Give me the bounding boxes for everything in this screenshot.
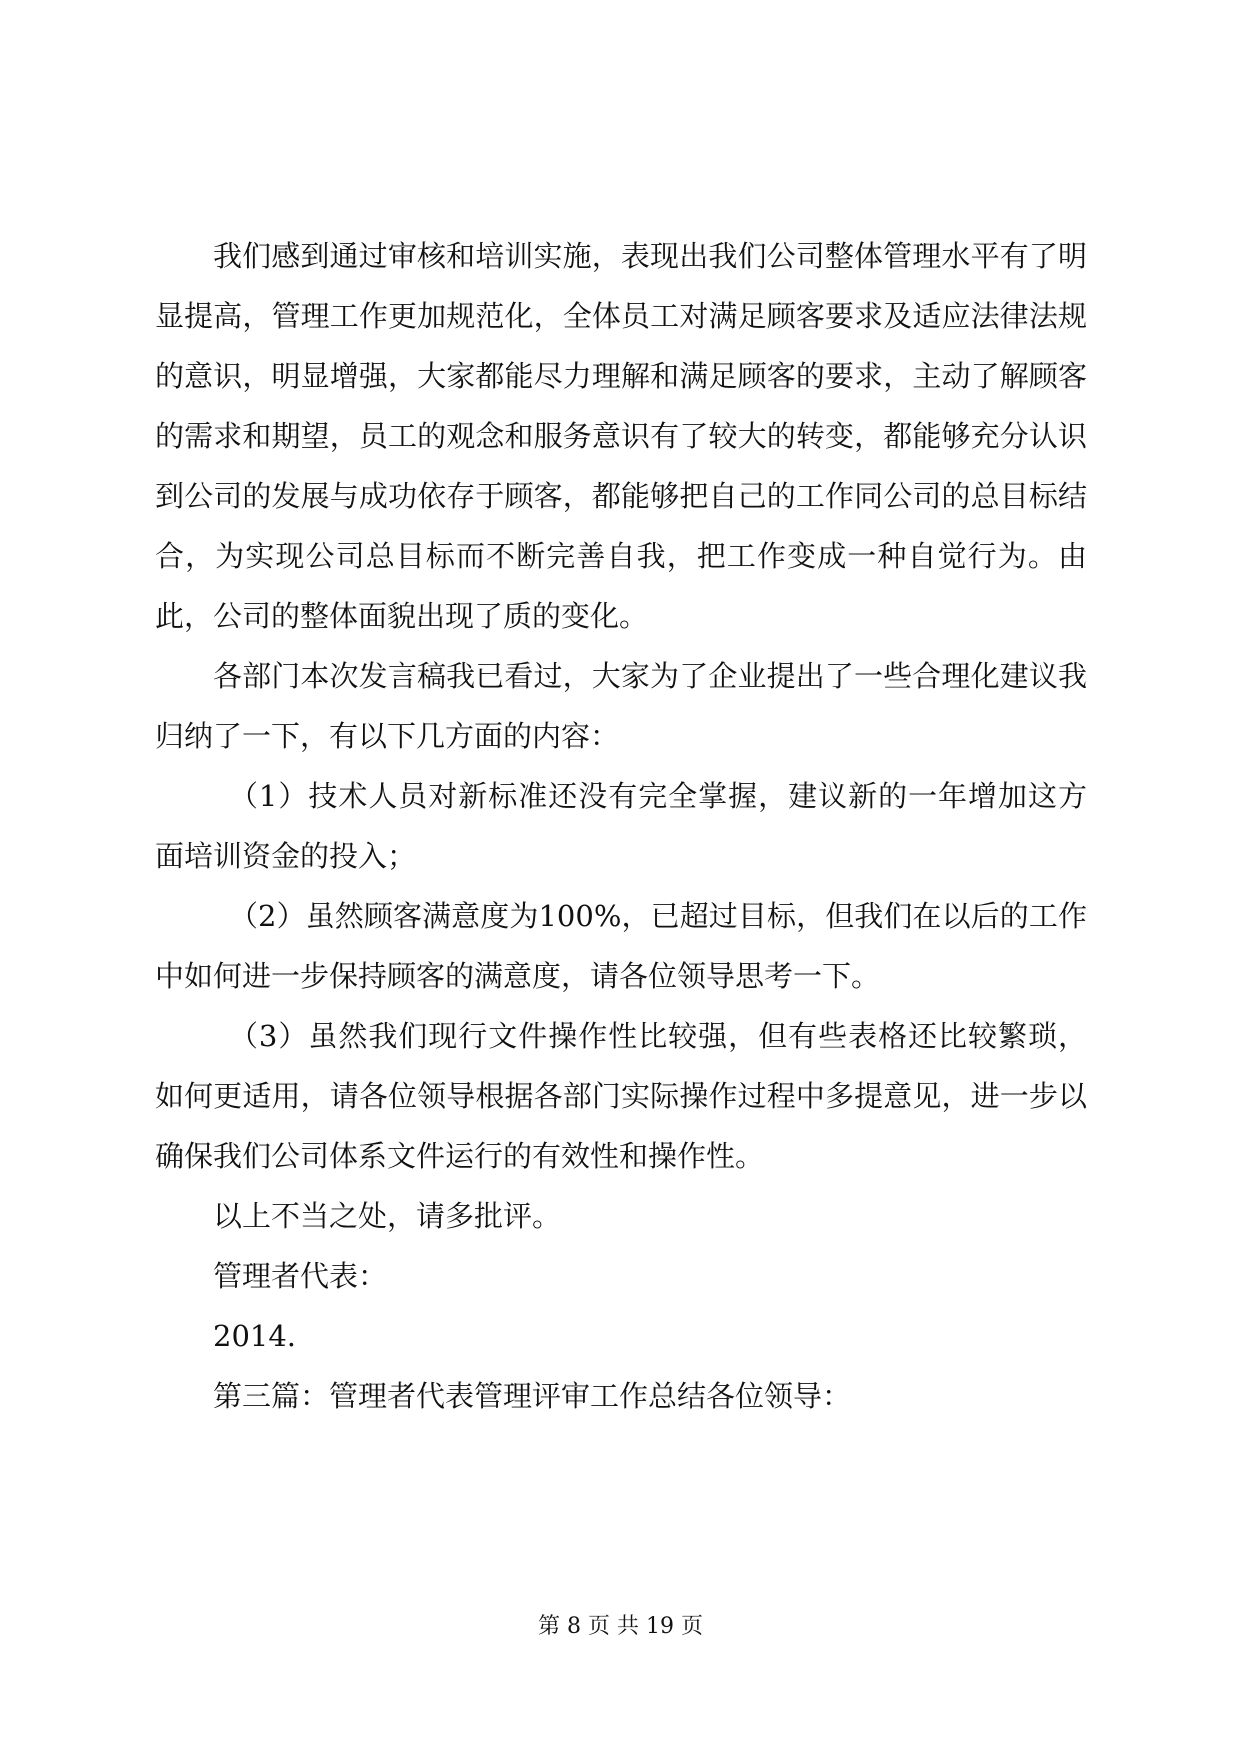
signature-date: 2014. xyxy=(213,1319,297,1353)
page-footer: 第 8 页 共 19 页 xyxy=(538,1614,703,1639)
paragraph-closing: 以上不当之处，请多批评。 xyxy=(213,1199,562,1233)
list-item-2: （2）虽然顾客满意度为100%，已超过目标，但我们在以后的工作中如何进一步保持顾客的满意度，请各位领导思考一下。 xyxy=(155,899,1087,993)
document-body xyxy=(155,226,1087,1426)
list-item-3: （3）虽然我们现行文件操作性比较强，但有些表格还比较繁琐，如何更适用，请各位领导根据各部门实际操作过程中多提意见，进一步以确保我们公司体系文件运行的有效性和操作性。 xyxy=(155,1019,1087,1173)
paragraph-suggestions-intro: 各部门本次发言稿我已看过，大家为了企业提出了一些合理化建议我归纳了一下，有以下几方面的内容： xyxy=(155,659,1087,753)
signature-label: 管理者代表： xyxy=(213,1259,388,1293)
section-heading: 第三篇：管理者代表管理评审工作总结各位领导： xyxy=(213,1379,852,1413)
paragraph-summary: 我们感到通过审核和培训实施，表现出我们公司整体管理水平有了明显提高，管理工作更加规范化，全体员工对满足顾客要求及适应法律法规的意识，明显增强，大家都能尽力理解和满足顾客的要求，主动了解顾客的需求和期望，员工的观念和服务意识有了较大的转变，都能够充分认识到公司的发展与成功依存于顾客，都能够把自己的工作同公司的总目标结合，为实现公司总目标而不断完善自我，把工作变成一种自觉行为。由此，公司的整体面貌出现了质的变化。 xyxy=(155,239,1087,633)
list-item-1: （1）技术人员对新标准还没有完全掌握，建议新的一年增加这方面培训资金的投入； xyxy=(155,779,1087,873)
